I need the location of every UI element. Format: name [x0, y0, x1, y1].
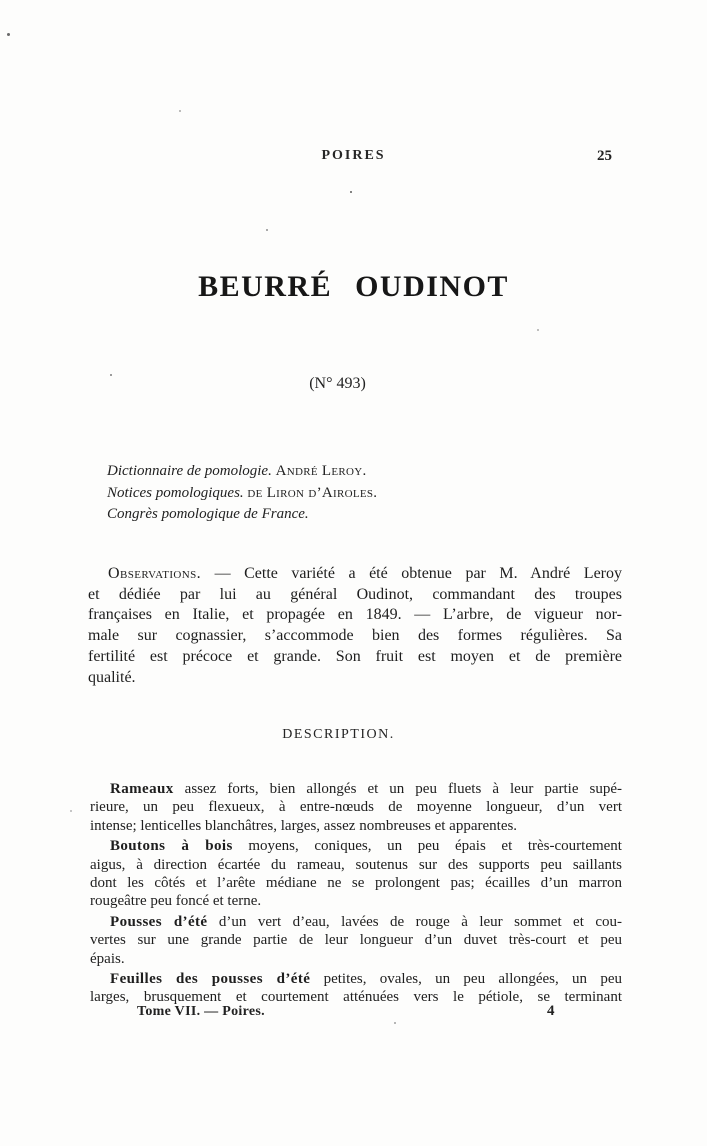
- description-paragraph-pousses: [90, 913, 622, 968]
- variety-title: BEURRÉ OUDINOT: [198, 270, 509, 303]
- scan-speck: [70, 810, 72, 812]
- scan-speck: [7, 33, 10, 36]
- paragraph-lead: Rameaux: [110, 781, 174, 797]
- text-line: [90, 913, 622, 931]
- footer-signature: Tome VII. — Poires.: [137, 1004, 265, 1019]
- reference-work: Congrès pomologique de France.: [107, 506, 309, 522]
- text-line-rest: — Cette variété a été obtenue par M. André Leroy: [201, 565, 622, 582]
- scan-speck: [179, 110, 181, 112]
- text-line: dont les côtés et l’arête médiane ne se prolongent pas; écailles d’un marron: [90, 875, 622, 892]
- description-paragraph-feuilles: [90, 970, 622, 1007]
- reference-work: Dictionnaire de pomologie.: [107, 463, 272, 479]
- text-line: fertilité est précoce et grande. Son fruit est moyen et de première: [88, 647, 622, 665]
- scan-speck: [266, 229, 268, 231]
- paragraph-lead: Boutons à bois: [110, 838, 233, 855]
- description-heading: DESCRIPTION.: [282, 727, 395, 742]
- reference-author: de Liron d’Airoles.: [247, 484, 378, 501]
- text-line: qualité.: [88, 668, 136, 686]
- paragraph-lead: Feuilles des pousses d’été: [110, 971, 311, 988]
- observations-paragraph: [88, 564, 622, 688]
- reference-item: [107, 483, 377, 505]
- text-line: male sur cognassier, s’accommode bien des formes régulières. Sa: [88, 627, 622, 645]
- scan-speck: [350, 191, 352, 193]
- text-line: [90, 970, 622, 988]
- text-line-rest: assez forts, bien allongés et un peu fluets à leur partie supé-: [173, 781, 622, 797]
- text-line: vertes sur une grande partie de leur longueur d’un duvet très-court et peu: [90, 932, 622, 949]
- running-title: POIRES: [321, 148, 386, 163]
- paragraph-lead: Pousses d’été: [110, 913, 208, 930]
- scan-speck: [537, 329, 539, 331]
- text-line: aigus, à direction écartée du rameau, soutenus sur des supports peu saillants: [90, 856, 622, 873]
- description-paragraph-rameaux: [90, 780, 622, 835]
- variety-number: (N° 493): [309, 375, 366, 392]
- reference-item: [107, 461, 377, 483]
- description-paragraph-boutons: [90, 837, 622, 911]
- text-line: rieure, un peu flexueux, à entre-nœuds de moyenne longueur, d’un vert: [90, 799, 622, 816]
- reference-list: [107, 461, 377, 526]
- page-number: 25: [597, 148, 612, 164]
- reference-author: André Leroy.: [275, 463, 367, 479]
- text-line: rougeâtre peu foncé et terne.: [90, 893, 262, 910]
- text-line: [90, 837, 622, 855]
- reference-work: Notices pomologiques.: [107, 484, 244, 501]
- description-body: [90, 780, 622, 1009]
- reference-item: [107, 504, 377, 526]
- text-line-rest: petites, ovales, un peu allongées, un peu: [310, 971, 622, 988]
- text-line: intense; lenticelles blanchâtres, larges, assez nombreuses et apparentes.: [90, 817, 518, 834]
- text-line-rest: d’un vert d’eau, lavées de rouge à leur sommet et cou-: [207, 913, 622, 930]
- text-line-rest: moyens, coniques, un peu épais et très-courtement: [232, 838, 622, 855]
- text-line: françaises en Italie, et propagée en 1849. — L’arbre, de vigueur nor-: [88, 606, 622, 624]
- sheet-number: 4: [547, 1003, 555, 1019]
- scan-speck: [394, 1022, 396, 1024]
- text-line: épais.: [90, 950, 125, 967]
- text-line: et dédiée par lui au général Oudinot, commandant des troupes: [88, 585, 622, 603]
- observations-lead: Observations.: [108, 565, 202, 582]
- text-line: larges, brusquement et courtement atténuées vers le pétiole, se terminant: [90, 989, 622, 1006]
- text-line: [88, 564, 622, 585]
- text-line: [90, 780, 622, 798]
